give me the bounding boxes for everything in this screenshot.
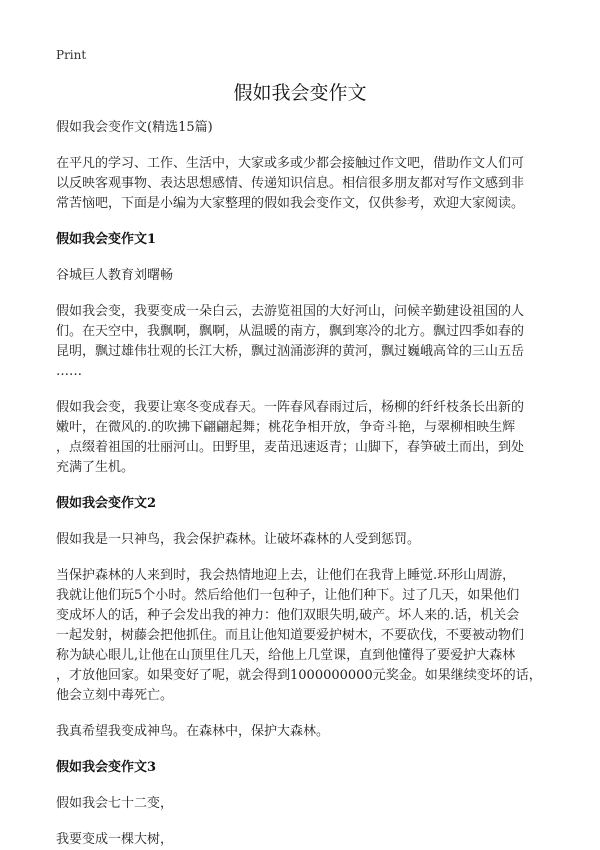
section1-paragraph-2: 假如我会变，我要让寒冬变成春天。一阵春风春雨过后，杨柳的纤纤枝条长出新的 嫩叶，在微风的.的吹拂下翩翩起舞；桃花争相开放，争奇斗艳，与翠柳相映生辉 ，点缀着祖国的壮丽河山。田野里，麦苗迅速返青；山脚下，春笋破土而出，到处 充满了生机。 <box>56 400 525 475</box>
section2-paragraph-3: 我真希望我变成神鸟。在森林中，保护大森林。 <box>56 724 330 739</box>
intro-paragraph: 在平凡的学习、工作、生活中，大家或多或少都会接触过作文吧，借助作文人们可 以反映客观事物、表达思想感情、传递知识信息。相信很多朋友都对写作文感到非 常苦恼吧，下面是小编为大家整理的假如我会变作文，仅供参考，欢迎大家阅读。 <box>56 156 525 211</box>
section-heading-3: 假如我会变作文3 <box>56 760 157 775</box>
section1-paragraph-1: 假如我会变，我要变成一朵白云，去游览祖国的大好河山，问候辛勤建设祖国的人 们。在天空中，我飘啊，飘啊，从温暖的南方，飘到寒冷的北方。飘过四季如春的 昆明，飘过雄伟壮观的长江大桥，飘过汹涌澎湃的黄河，飘过巍峨高耸的三山五岳 …… <box>56 304 525 379</box>
page-title: 假如我会变作文 <box>233 82 367 104</box>
section3-paragraph-1: 假如我会七十二变， <box>56 796 174 811</box>
section2-paragraph-1: 假如我是一只神鸟，我会保护森林。让破坏森林的人受到惩罚。 <box>56 532 421 547</box>
section-heading-1: 假如我会变作文1 <box>56 232 157 247</box>
section1-author: 谷城巨人教育刘曙畅 <box>56 268 174 283</box>
document-body <box>56 118 548 850</box>
section2-paragraph-2: 当保护森林的人来到时，我会热情地迎上去，让他们在我背上睡觉.环形山周游， 我就让他们玩5个小时。然后给他们一包种子，让他们种下。过了几天，如果他们 变成坏人的话，种子会发出我的神力：他们双眼失明,破产。坏人来的.话，机关会 一起发射，树藤会把他抓住。而且让他知道要爱护树木，不要砍伐，不要被动物们 称为缺心眼儿,让他在山顶里住几天，给他上几堂课，直到他懂得了要爱护大森林 ，才放他回家。如果变好了呢，就会得到1000000000元奖金。如果继续变坏的话， 他会立刻中毒死亡。 <box>56 568 542 703</box>
document-subtitle: 假如我会变作文(精选15篇) <box>56 120 213 135</box>
section-heading-2: 假如我会变作文2 <box>56 496 157 511</box>
section3-paragraph-2: 我要变成一棵大树， <box>56 832 174 847</box>
print-link[interactable]: Print <box>56 48 87 62</box>
